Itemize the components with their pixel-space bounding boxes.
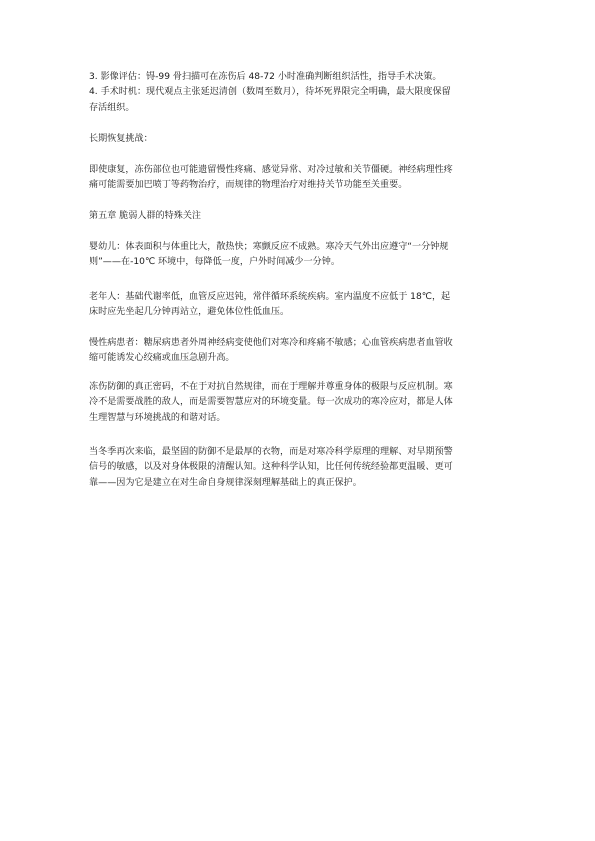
infants-line-1: 婴幼儿：体表面积与体重比大，散热快；寒颤反应不成熟。寒冷天气外出应遵守“一分钟规 (89, 242, 449, 252)
closing-line-2: 信号的敏感，以及对身体极限的清醒认知。这种科学认知，比任何传统经验都更温暖、更可 (89, 462, 453, 473)
essence-paragraph (89, 380, 509, 426)
chronic-line-1: 慢性病患者：糖尿病患者外周神经病变使他们对寒冷和疼痛不敏感；心血管疾病患者血管收 (89, 338, 453, 348)
essence-line-3: 生理智慧与环境挑战的和谐对话。 (89, 412, 226, 423)
recovery-paragraph (89, 163, 509, 194)
elderly-line-2: 床时应先坐起几分钟再站立，避免体位性低血压。 (89, 307, 290, 318)
closing-paragraph (89, 445, 509, 491)
recovery-heading: 长期恢复挑战： (89, 134, 153, 144)
chronic-line-2: 缩可能诱发心绞痛或血压急剧升高。 (89, 353, 235, 364)
infants-paragraph (89, 240, 509, 271)
recovery-line-1: 即使康复，冻伤部位也可能遗留慢性疼痛、感觉异常、对冷过敏和关节僵硬。神经病理性疼 (89, 165, 453, 175)
essence-line-1: 冻伤防御的真正密码，不在于对抗自然规律，而在于理解并尊重身体的极限与反应机制。寒 (89, 382, 453, 392)
chronic-paragraph (89, 336, 509, 367)
elderly-line-1: 老年人：基础代谢率低，血管反应迟钝，常伴循环系统疾病。室内温度不应低于 18℃，起 (89, 292, 451, 302)
closing-line-3: 靠——因为它是建立在对生命自身规律深刻理解基础上的真正保护。 (89, 477, 362, 488)
essence-line-2: 冷不是需要战胜的敌人，而是需要智慧应对的环境变量。每一次成功的寒冷应对，都是人体 (89, 397, 453, 408)
list-item-surgery-timing-cont: 存活组织。 (89, 102, 135, 113)
chapter-title: 第五章 脆弱人群的特殊关注 (89, 211, 202, 221)
elderly-paragraph (89, 290, 509, 321)
closing-line-1: 当冬季再次来临，最坚固的防御不是最厚的衣物，而是对寒冷科学原理的理解、对早期预警 (89, 447, 453, 457)
list-item-surgery-timing: 4. 手术时机：现代观点主张延迟清创（数周至数月），待坏死界限完全明确，最大限度保留 (89, 87, 451, 98)
recovery-line-2: 痛可能需要加巴喷丁等药物治疗，而规律的物理治疗对维持关节功能至关重要。 (89, 180, 408, 191)
list-item-imaging: 3. 影像评估：锝-99 骨扫描可在冻伤后 48-72 小时准确判断组织活性，指导手术决策。 (89, 72, 442, 82)
treatment-list (89, 70, 509, 116)
infants-line-2: 则”——在-10℃ 环境中，每降低一度，户外时间减少一分钟。 (89, 257, 340, 268)
